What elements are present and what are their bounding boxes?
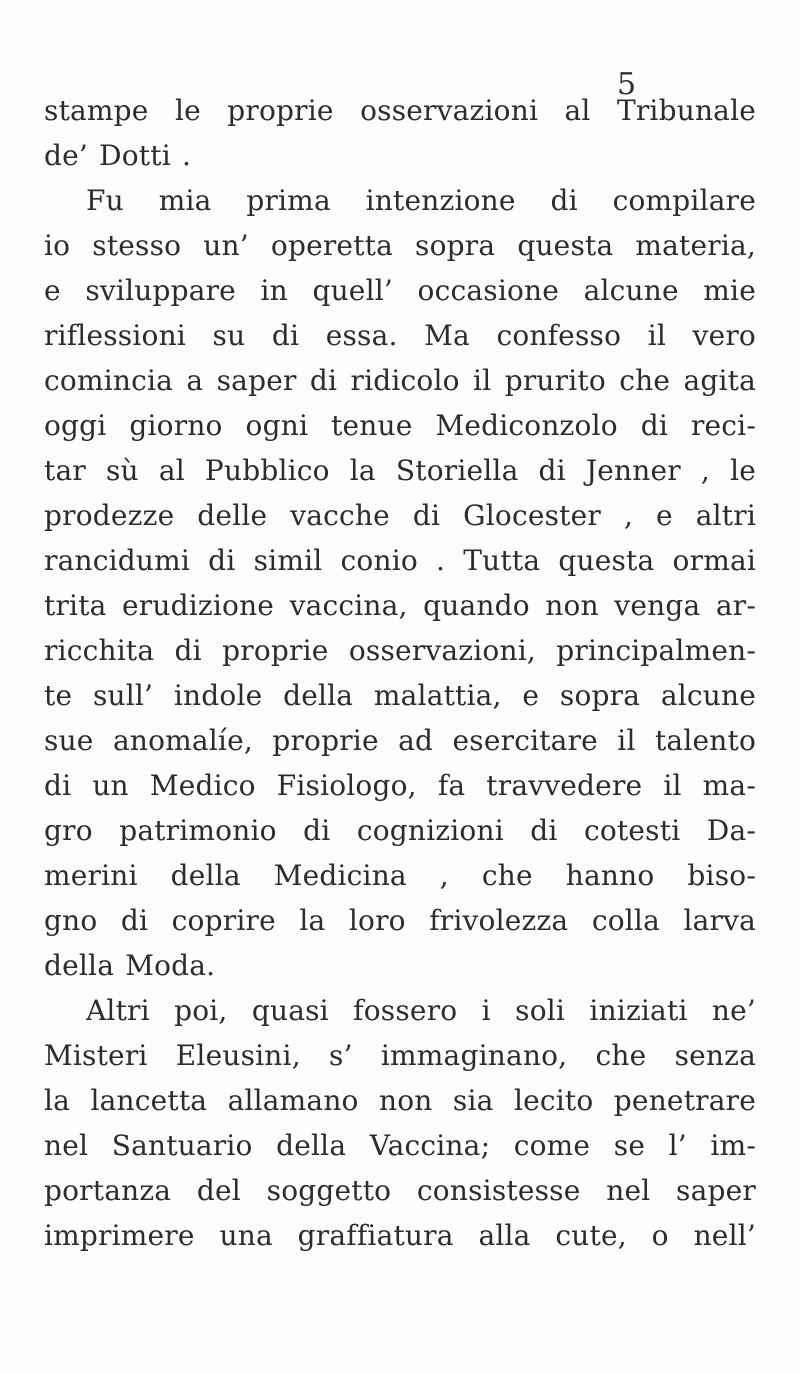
text-line: gno di coprire la loro frivolezza colla larva xyxy=(44,904,756,937)
text-line: oggi giorno ogni tenue Mediconzolo di reci- xyxy=(44,409,756,442)
text-line: imprimere una graffiatura alla cute, o nell’ xyxy=(44,1219,756,1252)
text-line: comincia a saper di ridicolo il prurito che agita xyxy=(44,364,756,397)
text-line: riflessioni su di essa. Ma confesso il vero xyxy=(44,319,756,352)
text-line: Misteri Eleusini, s’ immaginano, che senza xyxy=(44,1039,756,1072)
text-line: te sull’ indole della malattia, e sopra alcune xyxy=(44,679,756,712)
text-line: prodezze delle vacche di Glocester , e altri xyxy=(44,499,756,532)
text-line: de’ Dotti . xyxy=(44,139,192,172)
text-line: nel Santuario della Vaccina; come se l’ im- xyxy=(44,1129,756,1162)
text-line: la lancetta allamano non sia lecito penetrare xyxy=(44,1084,756,1117)
text-line: portanza del soggetto consistesse nel saper xyxy=(44,1174,756,1207)
text-line: e sviluppare in quell’ occasione alcune mie xyxy=(44,274,756,307)
text-line: della Moda. xyxy=(44,949,216,982)
page-number: 5 xyxy=(617,67,637,102)
text-line: ricchita di proprie osservazioni, principalmen- xyxy=(44,634,756,667)
text-line: stampe le proprie osservazioni al Tribunale xyxy=(44,94,756,127)
text-line: sue anomalíe, proprie ad esercitare il talento xyxy=(44,724,756,757)
text-line: trita erudizione vaccina, quando non venga ar- xyxy=(44,589,756,622)
text-line: merini della Medicina , che hanno biso- xyxy=(44,859,756,892)
text-line: io stesso un’ operetta sopra questa materia, xyxy=(44,229,756,262)
text-line: di un Medico Fisiologo, fa travvedere il ma- xyxy=(44,769,756,802)
text-line: Fu mia prima intenzione di compilare xyxy=(86,184,756,217)
text-line: Altri poi, quasi fossero i soli iniziati ne’ xyxy=(86,994,756,1027)
text-line: rancidumi di simil conio . Tutta questa ormai xyxy=(44,544,756,577)
text-line: tar sù al Pubblico la Storiella di Jenner , le xyxy=(44,454,756,487)
text-line: gro patrimonio di cognizioni di cotesti Da- xyxy=(44,814,756,847)
